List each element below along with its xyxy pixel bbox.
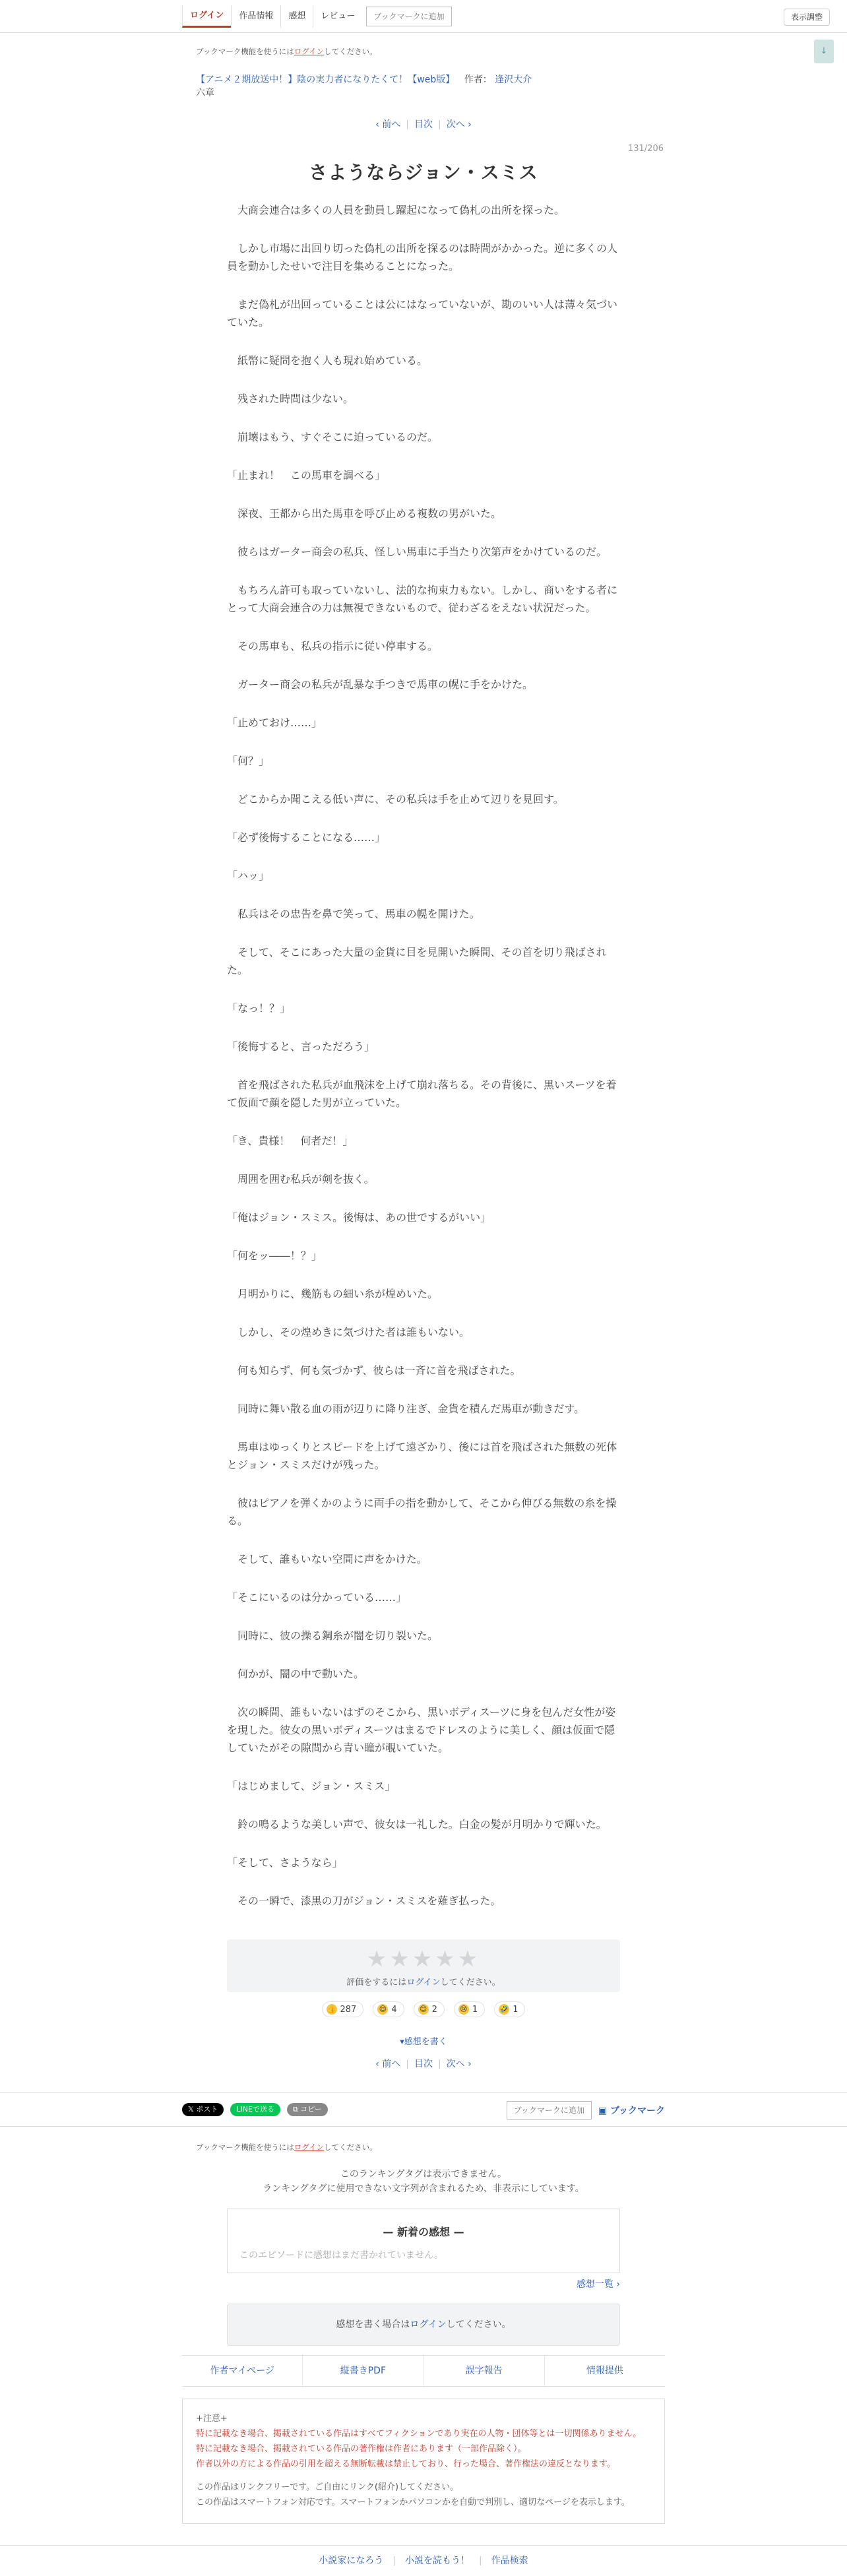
toc-link-bottom[interactable]: 目次: [414, 2059, 433, 2069]
login-tab[interactable]: ログイン: [182, 5, 231, 28]
body-paragraph: 同時に舞い散る血の雨が辺りに降り注ぎ、金貨を積んだ馬車が動きだす。: [227, 1402, 585, 1415]
reaction-button[interactable]: [373, 2001, 404, 2017]
body-paragraph: しかし市場に出回り切った偽札の出所を探るのは時間がかかった。逆に多くの人員を動かしたせいで注目を集めることになった。: [227, 242, 618, 272]
series-title-link[interactable]: 【アニメ２期放送中！】陰の実力者になりたくて！【web版】: [196, 75, 455, 85]
impression-list-link[interactable]: 感想一覧 ›: [576, 2279, 620, 2290]
body-paragraph: 崩壊はもう、すぐそこに迫っているのだ。: [227, 431, 439, 443]
body-paragraph: しかし、その煌めきに気づけた者は誰もいない。: [227, 1326, 470, 1338]
reaction-button[interactable]: [414, 2001, 445, 2017]
rating-message: 評価をするにはログインしてください。: [346, 1978, 501, 1988]
body-paragraph: その一瞬で、漆黒の刀がジョン・スミスを薙ぎ払った。: [227, 1895, 501, 1907]
latest-impressions-title: — 新着の感想 —: [383, 2226, 464, 2238]
rating-login-link[interactable]: ログイン: [406, 1978, 441, 1988]
reaction-count: 1: [513, 2004, 518, 2015]
caution-red-2: 特に記載なき場合、掲載されている作品の著作権は作者にあります（一部作品除く）。: [196, 2444, 526, 2454]
body-paragraph: 「俺はジョン・スミス。後悔は、あの世でするがいい」: [227, 1211, 491, 1224]
copy-icon: ⧉: [292, 2105, 301, 2114]
body-paragraph: 私兵はその忠告を鼻で笑って、馬車の幌を開けた。: [227, 908, 480, 920]
caution-heading: +注意+: [196, 2414, 228, 2424]
body-paragraph: 紙幣に疑問を抱く人も現れ始めている。: [227, 354, 428, 367]
body-paragraph: 「そして、さようなら」: [227, 1856, 343, 1869]
reaction-button[interactable]: [454, 2001, 485, 2017]
body-paragraph: 残された時間は少ない。: [227, 393, 354, 405]
prev-link[interactable]: ‹ 前へ: [375, 119, 401, 130]
bookmark-add-button[interactable]: ブックマークに追加: [366, 7, 451, 26]
impression-login-link[interactable]: ログイン: [410, 2319, 447, 2330]
body-paragraph: 「後悔すると、言っただろう」: [227, 1040, 375, 1053]
login-link[interactable]: ログイン: [294, 47, 325, 56]
body-paragraph: 彼らはガーター商会の私兵、怪しい馬車に手当たり次第声をかけているのだ。: [227, 546, 608, 558]
caution-box: [182, 2399, 665, 2524]
line-share-button[interactable]: LINEで送る: [230, 2103, 280, 2116]
pager-bottom: ‹ 前へ | 目次 | 次へ ›: [375, 2059, 472, 2069]
body-paragraph: 「はじめまして、ジョン・スミス」: [227, 1780, 396, 1792]
author-label: 作者：: [464, 75, 492, 85]
body-paragraph: 彼はピアノを弾くかのように両手の指を動かして、そこから伸びる無数の糸を操る。: [227, 1497, 617, 1527]
reaction-count: 4: [391, 2004, 397, 2015]
body-paragraph: 「止まれ！ この馬車を調べる」: [227, 469, 386, 482]
body-paragraph: どこからか聞こえる低い声に、その私兵は手を止めて辺りを見回す。: [227, 793, 564, 805]
prev-link-bottom[interactable]: ‹ 前へ: [375, 2059, 401, 2069]
reaction-button[interactable]: [494, 2001, 525, 2017]
scroll-down-tab[interactable]: ↓: [814, 40, 834, 63]
bookmark-icon: ▣: [598, 2106, 610, 2116]
bookmark-notice: ブックマーク機能を使うにはログインしてください。: [196, 47, 377, 56]
episode-count: 131/206: [627, 144, 664, 154]
next-link-bottom[interactable]: 次へ ›: [446, 2059, 472, 2069]
reaction-button[interactable]: [322, 2001, 364, 2017]
body-paragraph: そして、そこにあった大量の金貨に目を見開いた瞬間、その首を切り飛ばされた。: [227, 946, 607, 976]
reviews-tab[interactable]: レビュー: [313, 5, 362, 28]
work-info-tab[interactable]: 作品情報: [231, 5, 280, 28]
top-nav: [0, 0, 847, 33]
caution-gray-2: この作品はスマートフォン対応です。スマートフォンかパソコンかを自動で判別し、適切なページを表示します。: [196, 2497, 630, 2507]
body-paragraph: 次の瞬間、誰もいないはずのそこから、黒いボディスーツに身を包んだ女性が姿を現した。彼女の黒いボディスーツはまるでドレスのように美しく、顔は仮面で隠していたがその隙間から青い瞳が覗いていた。: [227, 1706, 616, 1754]
crying-face-icon: 😢: [458, 2004, 469, 2015]
impressions-tab[interactable]: 感想: [280, 5, 313, 28]
laughing-face-icon: 🤣: [499, 2005, 509, 2013]
body-paragraph: 月明かりに、幾筋もの細い糸が煌めいた。: [227, 1288, 439, 1300]
footer-links: [182, 2355, 665, 2387]
body-paragraph: 何かが、闇の中で動いた。: [227, 1668, 365, 1680]
caution-gray-1: この作品はリンクフリーです。ご自由にリンク(紹介)してください。: [196, 2482, 459, 2492]
body-paragraph: 「何？」: [227, 755, 270, 767]
yomou-link[interactable]: 小説を読もう！: [405, 2556, 470, 2566]
bookmark-add-button-bottom[interactable]: ブックマークに追加: [507, 2101, 592, 2120]
bookmark-link[interactable]: ▣ ブックマーク: [598, 2106, 665, 2116]
impression-login-box: 感想を書く場合はログインしてください。: [227, 2304, 620, 2346]
x-logo-icon: 𝕏: [188, 2105, 197, 2114]
latest-impressions-box: [227, 2209, 620, 2273]
body-paragraph: まだ偽札が出回っていることは公にはなっていないが、勘のいい人は薄々気づいていた。: [227, 298, 618, 329]
bottom-bar: 小説家になろう | 小説を読もう！ | 作品検索: [0, 2545, 847, 2576]
body-paragraph: その馬車も、私兵の指示に従い停車する。: [227, 640, 439, 652]
share-bar: [0, 2092, 847, 2127]
smiling-face-icon: 😊: [418, 2004, 429, 2015]
body-paragraph: もちろん許可も取っていないし、法的な拘束力もない。しかし、商いをする者にとって大商会連合の力は無視できないもので、従わざるをえない状況だった。: [227, 584, 618, 614]
copy-button[interactable]: ⧉ コピー: [287, 2103, 328, 2116]
reaction-count: 2: [431, 2004, 437, 2015]
bookmark-notice-bottom: ブックマーク機能を使うにはログインしてください。: [196, 2143, 377, 2152]
body-paragraph: 「止めておけ……」: [227, 716, 323, 729]
body-paragraph: 「そこにいるのは分かっている……」: [227, 1591, 407, 1604]
body-paragraph: 深夜、王都から出た馬車を呼び止める複数の男がいた。: [227, 507, 502, 520]
episode-body: [227, 201, 620, 1930]
next-link[interactable]: 次へ ›: [446, 119, 472, 130]
body-paragraph: 「必ず後悔することになる……」: [227, 831, 386, 844]
body-paragraph: 「何をッ――！？」: [227, 1249, 322, 1262]
caret-down-icon: ▾: [400, 2037, 404, 2047]
series-info: [196, 73, 532, 86]
body-paragraph: 周囲を囲む私兵が剣を抜く。: [227, 1173, 375, 1185]
ranking-tag-message: このランキングタグは表示できません。 ランキングタグに使用できない文字列が含まれるため、非表示にしています。: [263, 2169, 584, 2194]
reaction-count: 1: [472, 2004, 478, 2015]
episode-title: さようならジョン・スミス: [309, 162, 538, 183]
relieved-face-icon: 😌: [377, 2004, 388, 2015]
caution-red-3: 作者以外の方による作品の引用を超える無断転載は禁止しており、行った場合、著作権法の違反となります。: [196, 2459, 615, 2469]
info-provide-link[interactable]: 情報提供: [544, 2356, 665, 2386]
caution-red-1: 特に記載なき場合、掲載されている作品はすべてフィクションであり実在の人物・団体等とは一切関係ありません。: [196, 2429, 642, 2439]
body-paragraph: 何も知らず、何も気づかず、彼らは一斉に首を飛ばされた。: [227, 1364, 521, 1377]
x-post-button[interactable]: 𝕏 ポスト: [182, 2103, 224, 2116]
body-paragraph: 「なっ！？」: [227, 1002, 291, 1015]
rating-stars[interactable]: ★★★★★: [366, 1946, 481, 1972]
author-link[interactable]: 逢沢大介: [495, 75, 532, 85]
vertical-pdf-link[interactable]: 縦書きPDF: [302, 2356, 423, 2386]
toc-link[interactable]: 目次: [414, 119, 433, 130]
body-paragraph: 首を飛ばされた私兵が血飛沫を上げて崩れ落ちる。その背後に、黒いスーツを着て仮面で顔を隠した男が立っていた。: [227, 1079, 617, 1109]
body-paragraph: 「き、貴様！ 何者だ！」: [227, 1135, 354, 1147]
display-settings-button[interactable]: 表示調整: [784, 9, 830, 26]
body-paragraph: そして、誰もいない空間に声をかけた。: [227, 1553, 427, 1565]
typo-report-link[interactable]: 誤字報告: [424, 2356, 544, 2386]
rating-box: [227, 1939, 620, 1992]
body-paragraph: ガーター商会の私兵が乱暴な手つきで馬車の幌に手をかけた。: [227, 678, 534, 691]
syosetu-link[interactable]: 小説家になろう: [319, 2556, 384, 2566]
reaction-bar: [0, 2001, 847, 2017]
reaction-count: 287: [340, 2004, 357, 2015]
search-link[interactable]: 作品検索: [491, 2556, 528, 2566]
no-impressions-text: このエピソードに感想はまだ書かれていません。: [239, 2250, 443, 2261]
author-mypage-link[interactable]: 作者マイページ: [210, 2366, 274, 2376]
body-paragraph: 鈴の鳴るような美しい声で、彼女は一礼した。白金の髪が月明かりで輝いた。: [227, 1818, 607, 1831]
thumbs-up-icon: 👍: [327, 2005, 336, 2013]
chapter-name: 六章: [196, 88, 214, 98]
pager-top: ‹ 前へ | 目次 | 次へ ›: [375, 119, 472, 130]
body-paragraph: 「ハッ」: [227, 869, 270, 882]
write-impression-link[interactable]: ▾感想を書く: [400, 2037, 447, 2047]
body-paragraph: 大商会連合は多くの人員を動員し躍起になって偽札の出所を探った。: [227, 204, 565, 216]
body-paragraph: 同時に、彼の操る鋼糸が闇を切り裂いた。: [227, 1629, 439, 1642]
login-link-bottom[interactable]: ログイン: [294, 2143, 325, 2152]
body-paragraph: 馬車はゆっくりとスピードを上げて遠ざかり、後には首を飛ばされた無数の死体とジョン・スミスだけが残った。: [227, 1441, 617, 1471]
